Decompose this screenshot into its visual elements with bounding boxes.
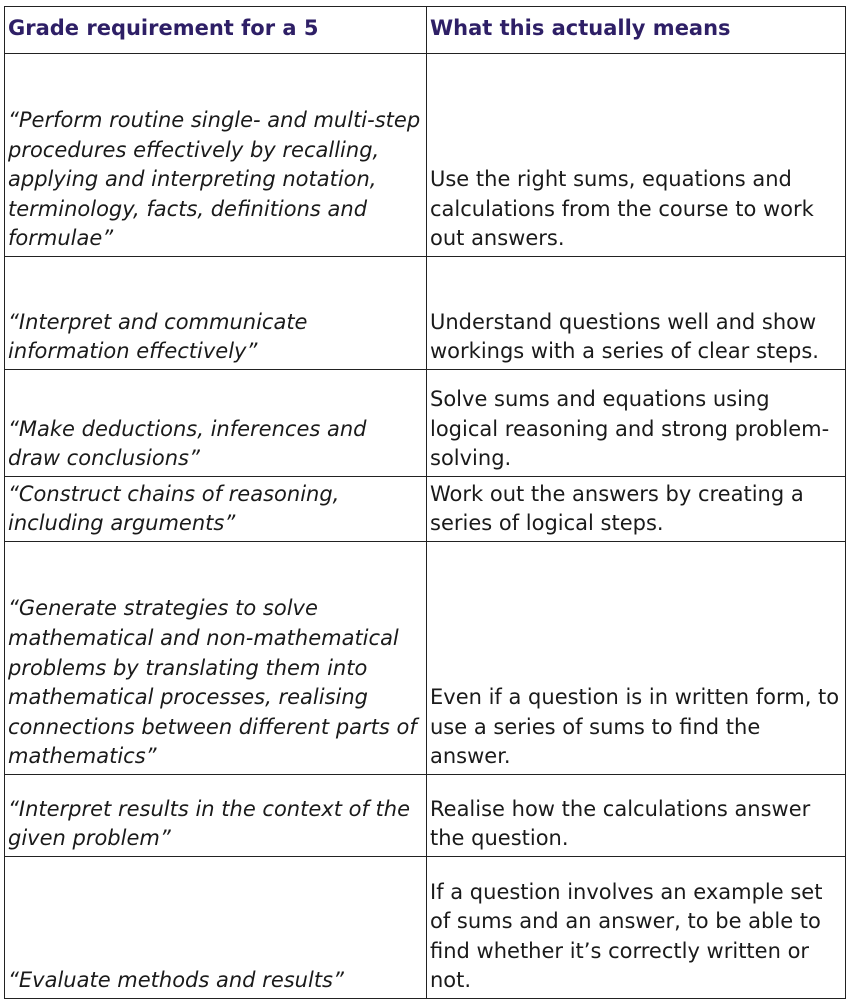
requirement-cell: “Evaluate methods and results” (5, 857, 427, 999)
requirement-cell: “Make deductions, inferences and draw conclusions” (5, 370, 427, 477)
meaning-cell: Use the right sums, equations and calculations from the course to work out answers. (427, 54, 846, 257)
table-row (5, 542, 846, 775)
table-row (5, 857, 846, 999)
grade-requirements-table (4, 6, 846, 999)
meaning-cell: Work out the answers by creating a series of logical steps. (427, 477, 846, 542)
meaning-cell: Understand questions well and show workings with a series of clear steps. (427, 257, 846, 370)
header-meaning: What this actually means (427, 7, 846, 54)
requirement-cell: “Construct chains of reasoning, including arguments” (5, 477, 427, 542)
requirement-cell: “Perform routine single- and multi-step procedures effectively by recalling, applying and interpreting notation, terminology, facts, definitions and formulae” (5, 54, 427, 257)
table-header-row (5, 7, 846, 54)
requirement-cell: “Interpret results in the context of the given problem” (5, 775, 427, 857)
meaning-cell: Even if a question is in written form, to use a series of sums to find the answer. (427, 542, 846, 775)
table-row (5, 370, 846, 477)
table-row (5, 477, 846, 542)
meaning-cell: Realise how the calculations answer the question. (427, 775, 846, 857)
table-row (5, 54, 846, 257)
meaning-cell: Solve sums and equations using logical reasoning and strong problem-solving. (427, 370, 846, 477)
meaning-cell: If a question involves an example set of sums and an answer, to be able to find whether it’s correctly written or not. (427, 857, 846, 999)
requirement-cell: “Generate strategies to solve mathematical and non-mathematical problems by translating them into mathematical processes, realising connections between different parts of mathematics” (5, 542, 427, 775)
requirement-cell: “Interpret and communicate information effectively” (5, 257, 427, 370)
header-requirement: Grade requirement for a 5 (5, 7, 427, 54)
table-row (5, 257, 846, 370)
table-row (5, 775, 846, 857)
